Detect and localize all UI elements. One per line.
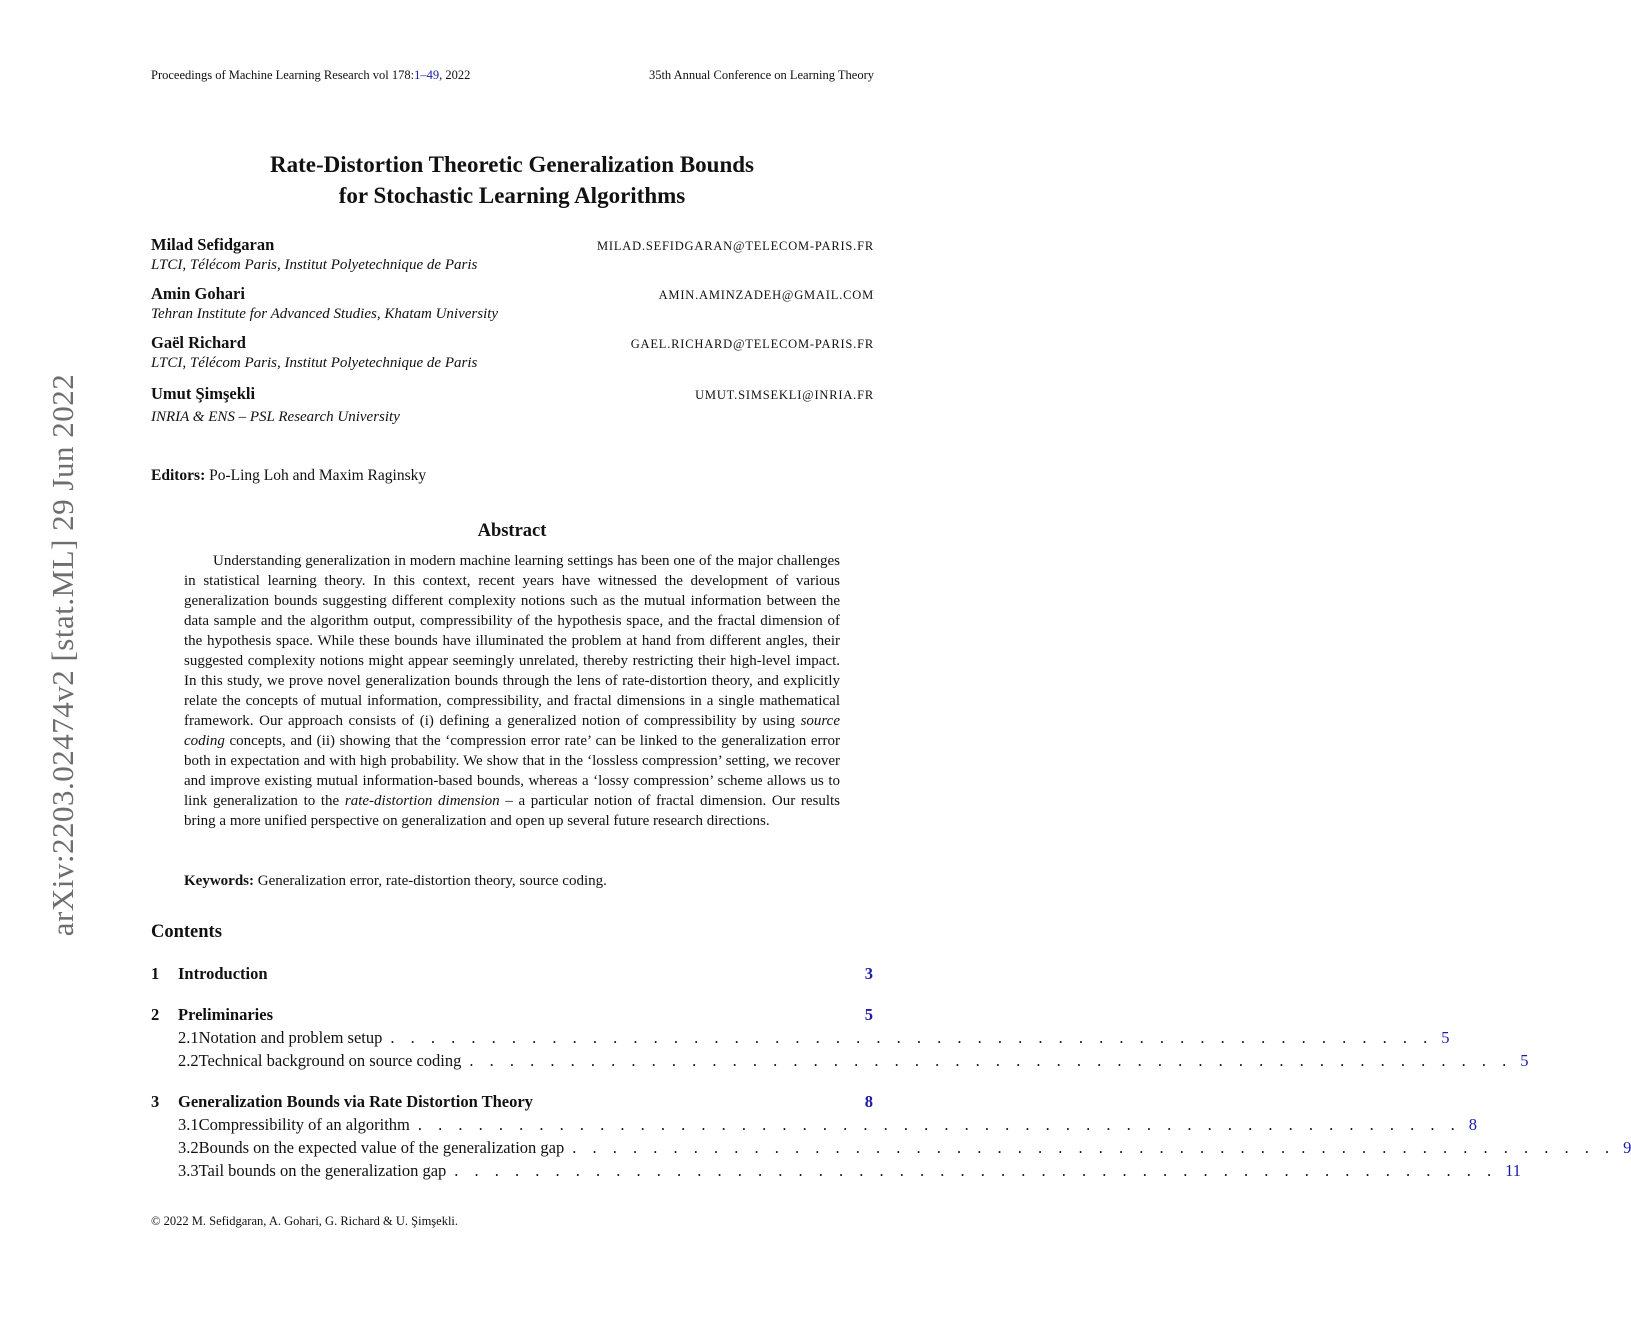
- author-name: Amin Gohari: [151, 284, 245, 303]
- toc-dot-leader: . . . . . . . . . . . . . . . . . . . . . . . . . . . . . . . . . . . . . . . . . . . . . . . . . . . .: [454, 1161, 1498, 1180]
- abstract-text: concepts, and (ii) showing that the ‘compression error rate’ can be linked to the generalization error both in expectation and with high probability. We show that in the ‘lossless compression’ setting, we recover and improve existing mutual information-based bounds, whereas a ‘lossy compression’ scheme allows us to link generalization to the: [184, 733, 840, 809]
- toc-section[interactable]: [151, 964, 873, 986]
- toc-section-number: 1: [151, 964, 160, 983]
- toc-subsection-title: Bounds on the expected value of the generalization gap: [198, 1138, 565, 1157]
- keywords-line: [184, 873, 607, 890]
- toc-page-link[interactable]: 11: [1505, 1161, 1522, 1180]
- copyright-footer: © 2022 M. Sefidgaran, A. Gohari, G. Richard & U. Şimşekli.: [151, 1214, 459, 1228]
- abstract-heading: Abstract: [477, 521, 547, 541]
- toc-subsection[interactable]: [151, 1115, 1478, 1137]
- toc-section-title: Introduction: [178, 964, 268, 983]
- abstract-body: [184, 551, 840, 831]
- toc-subsection-number: 3.3: [178, 1161, 199, 1180]
- contents-heading: Contents: [151, 922, 222, 942]
- proceedings-text: Proceedings of Machine Learning Research vol 178:: [151, 68, 415, 82]
- author-name: Milad Sefidgaran: [151, 235, 275, 254]
- author-affiliation: LTCI, Télécom Paris, Institut Polyetechnique de Paris: [151, 355, 478, 371]
- abstract-emphasis: rate-distortion dimension: [344, 793, 500, 809]
- toc-subsection-title: Technical background on source coding: [198, 1051, 462, 1070]
- abstract-emphasis: source coding: [184, 713, 840, 749]
- toc-dot-leader: . . . . . . . . . . . . . . . . . . . . . . . . . . . . . . . . . . . . . . . . . . . . . . . . . . . .: [417, 1115, 1461, 1134]
- toc-page-link[interactable]: 3: [864, 964, 873, 983]
- toc-section[interactable]: [151, 1005, 873, 1027]
- toc-subsection[interactable]: [151, 1051, 1529, 1073]
- toc-subsection-number: 2.1: [178, 1028, 199, 1047]
- toc-page-link[interactable]: 5: [1520, 1051, 1529, 1070]
- toc-subsection-number: 2.2: [178, 1051, 199, 1070]
- editors-names: Po-Ling Loh and Maxim Raginsky: [209, 467, 427, 484]
- toc-subsection-number: 3.2: [178, 1138, 199, 1157]
- toc-page-link[interactable]: 9: [1623, 1138, 1631, 1157]
- editors-line: [151, 467, 426, 485]
- toc-page-link[interactable]: 5: [1441, 1028, 1450, 1047]
- title-line-2: for Stochastic Learning Algorithms: [338, 183, 686, 208]
- toc-section[interactable]: [151, 1092, 873, 1114]
- toc-subsection[interactable]: [151, 1161, 1522, 1183]
- keywords-label: Keywords:: [184, 873, 254, 889]
- abstract-text: Understanding generalization in modern machine learning settings has been one of the major challenges in statistical learning theory. In this context, recent years have witnessed the development of various generalization bounds suggesting different complexity notions such as the mutual information between the data sample and the algorithm output, compressibility of the hypothesis space, and the fractal dimension of the hypothesis space. While these bounds have illuminated the problem at hand from different angles, their suggested complexity notions might appear seemingly unrelated, thereby restricting their high-level impact. In this study, we prove novel generalization bounds through the lens of rate-distortion theory, and explicitly relate the concepts of mutual information, compressibility, and fractal dimensions in a single mathematical framework. Our approach consists of (i) defining a generalized notion of compressibility by using: [184, 553, 840, 729]
- toc-section-number: 2: [151, 1005, 160, 1024]
- toc-subsection-title: Tail bounds on the generalization gap: [198, 1161, 447, 1180]
- abstract-text: – a particular notion of fractal dimension. Our results bring a more unified perspective on generalization and open up several future research directions.: [184, 793, 840, 829]
- toc-dot-leader: . . . . . . . . . . . . . . . . . . . . . . . . . . . . . . . . . . . . . . . . . . . . . . . . . . . .: [390, 1028, 1434, 1047]
- toc-section-number: 3: [151, 1092, 160, 1111]
- author-email: AMIN.AMINZADEH@GMAIL.COM: [658, 288, 874, 302]
- arxiv-sidebar-stamp: arXiv:2203.02474v2 [stat.ML] 29 Jun 2022: [45, 373, 80, 937]
- editors-label: Editors:: [151, 467, 206, 484]
- toc-subsection-title: Notation and problem setup: [198, 1028, 383, 1047]
- proceedings-year: , 2022: [439, 68, 471, 82]
- toc-page-link[interactable]: 8: [1468, 1115, 1478, 1134]
- toc-page-link[interactable]: 8: [864, 1092, 873, 1111]
- toc-page-link[interactable]: 5: [864, 1005, 873, 1024]
- author-name: Umut Şimşekli: [151, 384, 256, 403]
- toc-subsection-title: Compressibility of an algorithm: [198, 1115, 410, 1134]
- toc-subsection-number: 3.1: [178, 1115, 199, 1134]
- author-email: MILAD.SEFIDGARAN@TELECOM-PARIS.FR: [596, 239, 874, 253]
- author-affiliation: Tehran Institute for Advanced Studies, Khatam University: [151, 306, 499, 322]
- author-affiliation: INRIA & ENS – PSL Research University: [151, 409, 400, 425]
- toc-dot-leader: . . . . . . . . . . . . . . . . . . . . . . . . . . . . . . . . . . . . . . . . . . . . . . . . . . . .: [572, 1138, 1616, 1157]
- page-range-link[interactable]: 1–49: [414, 68, 440, 82]
- author-email: GAEL.RICHARD@TELECOM-PARIS.FR: [630, 337, 874, 351]
- author-affiliation: LTCI, Télécom Paris, Institut Polyetechnique de Paris: [151, 257, 478, 273]
- toc-section-title: Generalization Bounds via Rate Distortion Theory: [178, 1092, 533, 1111]
- toc-subsection[interactable]: [151, 1028, 1450, 1050]
- toc-section-title: Preliminaries: [178, 1005, 274, 1024]
- author-email: UMUT.SIMSEKLI@INRIA.FR: [695, 388, 874, 402]
- keywords-text: Generalization error, rate-distortion theory, source coding.: [257, 873, 607, 889]
- author-name: Gaël Richard: [151, 333, 246, 352]
- running-header-right: 35th Annual Conference on Learning Theory: [648, 68, 874, 82]
- title-line-1: Rate-Distortion Theoretic Generalization Bounds: [269, 152, 755, 177]
- toc-dot-leader: . . . . . . . . . . . . . . . . . . . . . . . . . . . . . . . . . . . . . . . . . . . . . . . . . . . .: [469, 1051, 1513, 1070]
- toc-subsection[interactable]: [151, 1138, 1631, 1160]
- running-header-left: [151, 68, 470, 83]
- paper-title: [0, 149, 1024, 211]
